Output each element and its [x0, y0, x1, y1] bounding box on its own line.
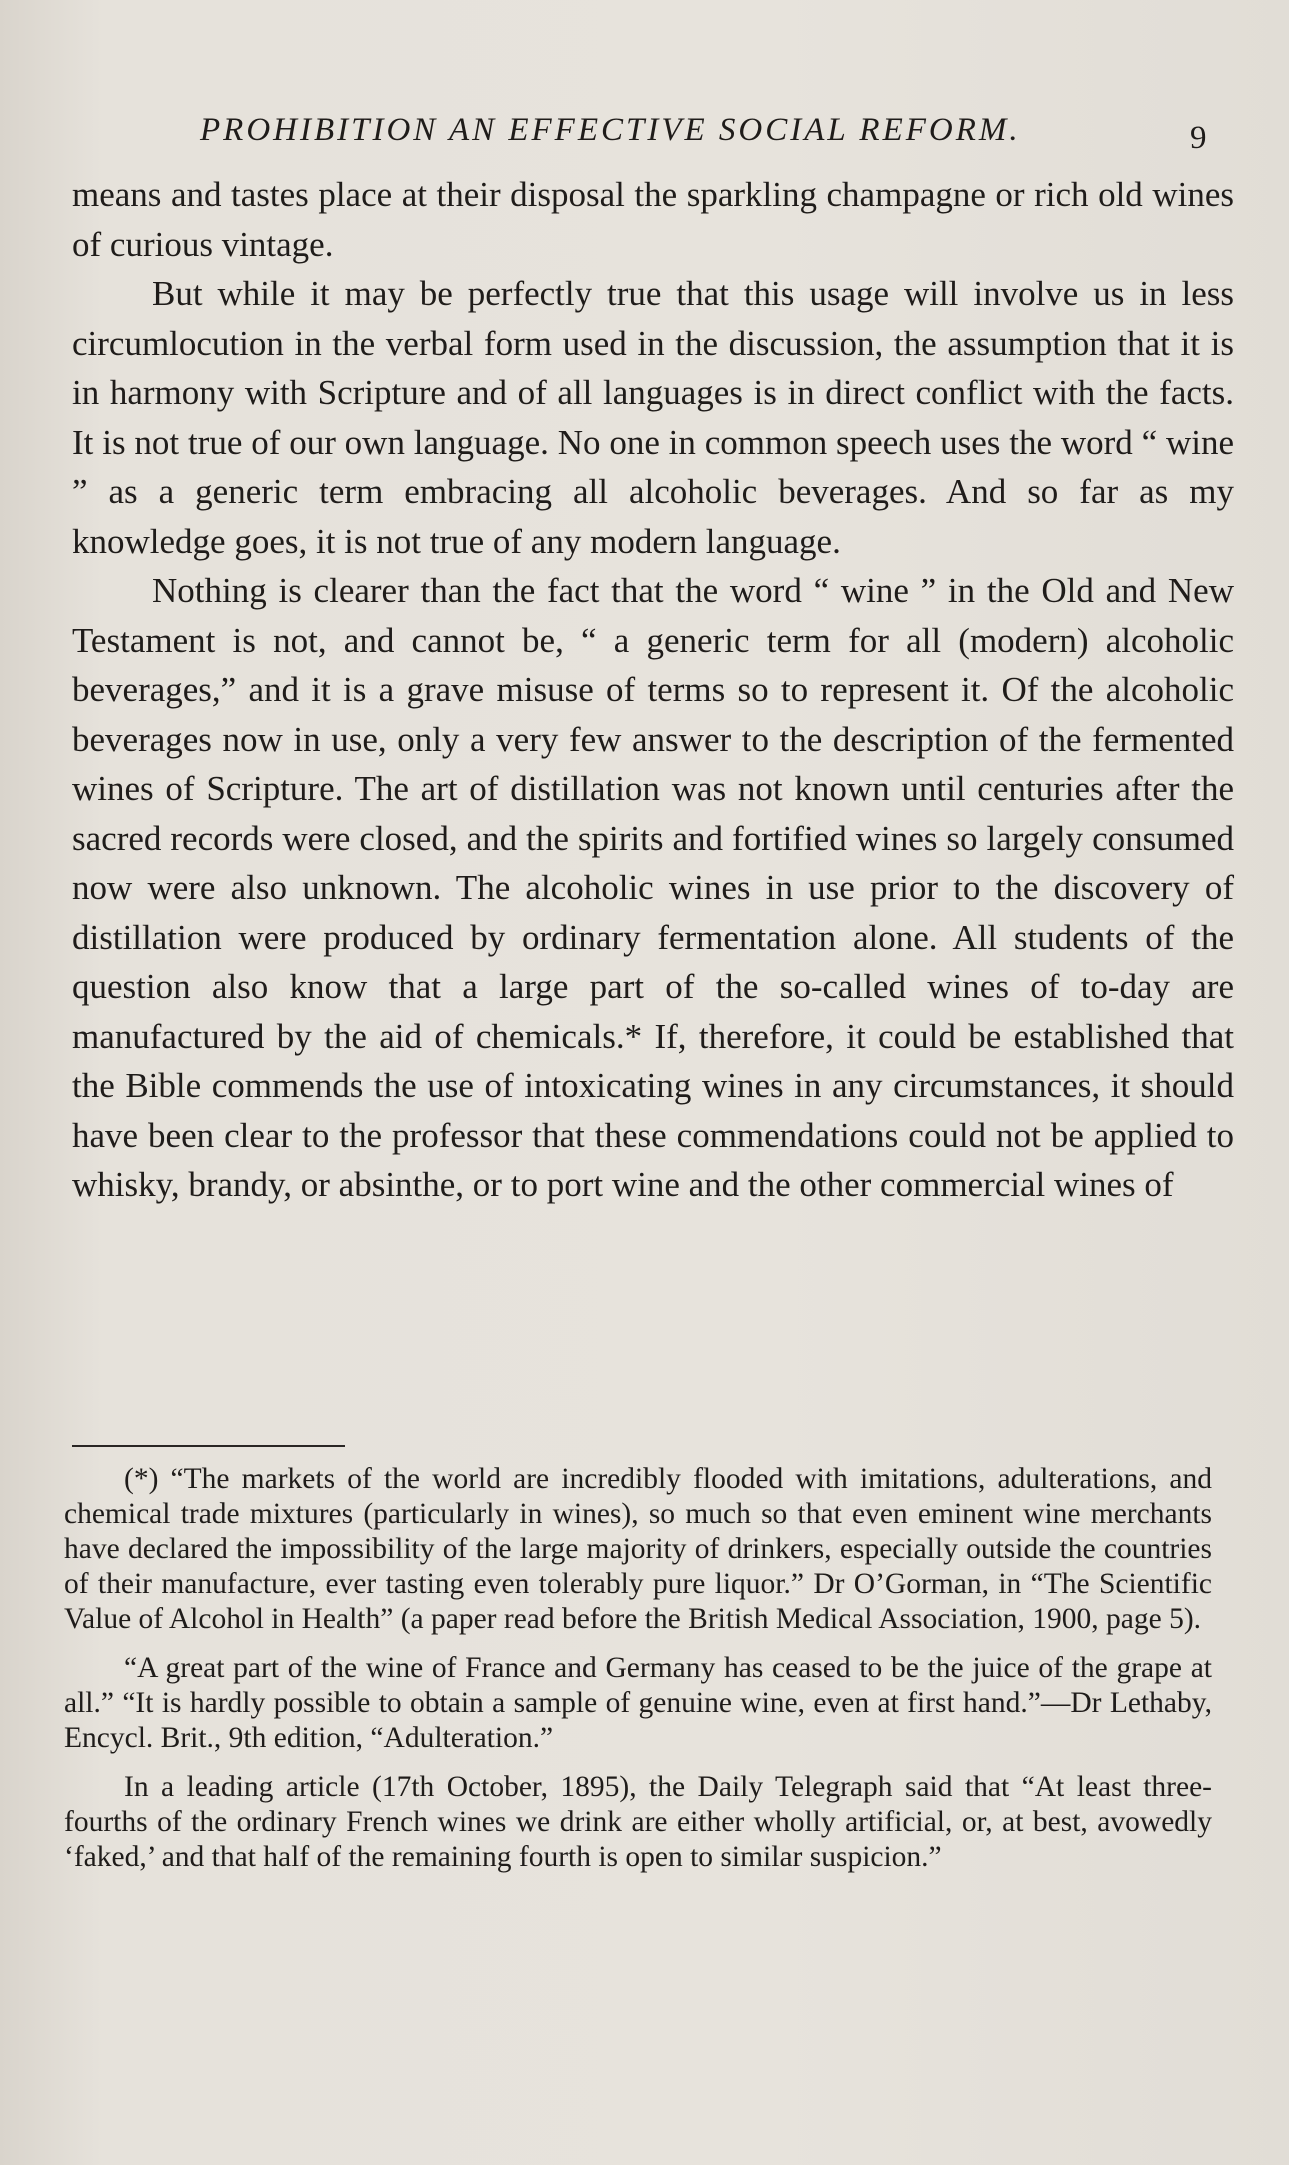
body-paragraph: But while it may be perfectly true that this usage will involve us in less circumlocution in the verbal form used in the discussion, the assumption that it is in harmony with Scripture and of all languages is in direct conflict with the facts. It is not true of our own language. No one in common speech uses the word “ wine ” as a generic term embracing all alcoholic beverages. And so far as my knowledge goes, it is not true of any modern language.: [72, 274, 1234, 561]
footnote: In a leading article (17th October, 1895), the Daily Telegraph said that “At least three-fourths of the ordinary French wines we drink are either wholly artificial, or, at best, avowedly ‘faked,’ and that half of the remaining fourth is open to similar suspicion.”: [64, 1771, 1212, 1873]
footnote: “A great part of the wine of France and Germany has ceased to be the juice of the grape at all.” “It is hardly possible to obtain a sample of genuine wine, even at first hand.”—Dr Lethaby, Encycl. Brit., 9th edition, “Adulteration.”: [64, 1652, 1212, 1754]
main-text: [72, 170, 1234, 1210]
footnotes: [64, 1462, 1212, 1889]
body-paragraph: Nothing is clearer than the fact that the word “ wine ” in the Old and New Testament is not, and cannot be, “ a generic term for all (modern) alcoholic beverages,” and it is a grave misuse of terms so to represent it. Of the alcoholic beverages now in use, only a very few answer to the description of the fermented wines of Scripture. The art of distillation was not known until centuries after the sacred records were closed, and the spirits and fortified wines so largely consumed now were also unknown. The alcoholic wines in use prior to the discovery of distillation were produced by ordinary fermentation alone. All students of the question also know that a large part of the so-called wines of to-day are manufactured by the aid of chemicals.* If, therefore, it could be established that the Bible commends the use of intoxicating wines in any circumstances, it should have been clear to the professor that these commendations could not be applied to whisky, brandy, or absinthe, or to port wine and the other commercial wines of: [72, 571, 1234, 1204]
body-paragraph: means and tastes place at their disposal the sparkling champagne or rich old wines of curious vintage.: [72, 175, 1234, 264]
page-number: 9: [1190, 120, 1207, 156]
footnote: (*) “The markets of the world are incredibly flooded with imitations, adulterations, and chemical trade mixtures (particularly in wines), so much so that even eminent wine merchants have declared the impossibility of the large majority of drinkers, especially outside the countries of their manufacture, ever tasting even tolerably pure liquor.” Dr O’Gorman, in “The Scientific Value of Alcohol in Health” (a paper read before the British Medical Association, 1900, page 5).: [64, 1463, 1212, 1635]
running-title: PROHIBITION AN EFFECTIVE SOCIAL REFORM.: [200, 112, 1021, 148]
footnote-separator-rule: [72, 1445, 345, 1447]
